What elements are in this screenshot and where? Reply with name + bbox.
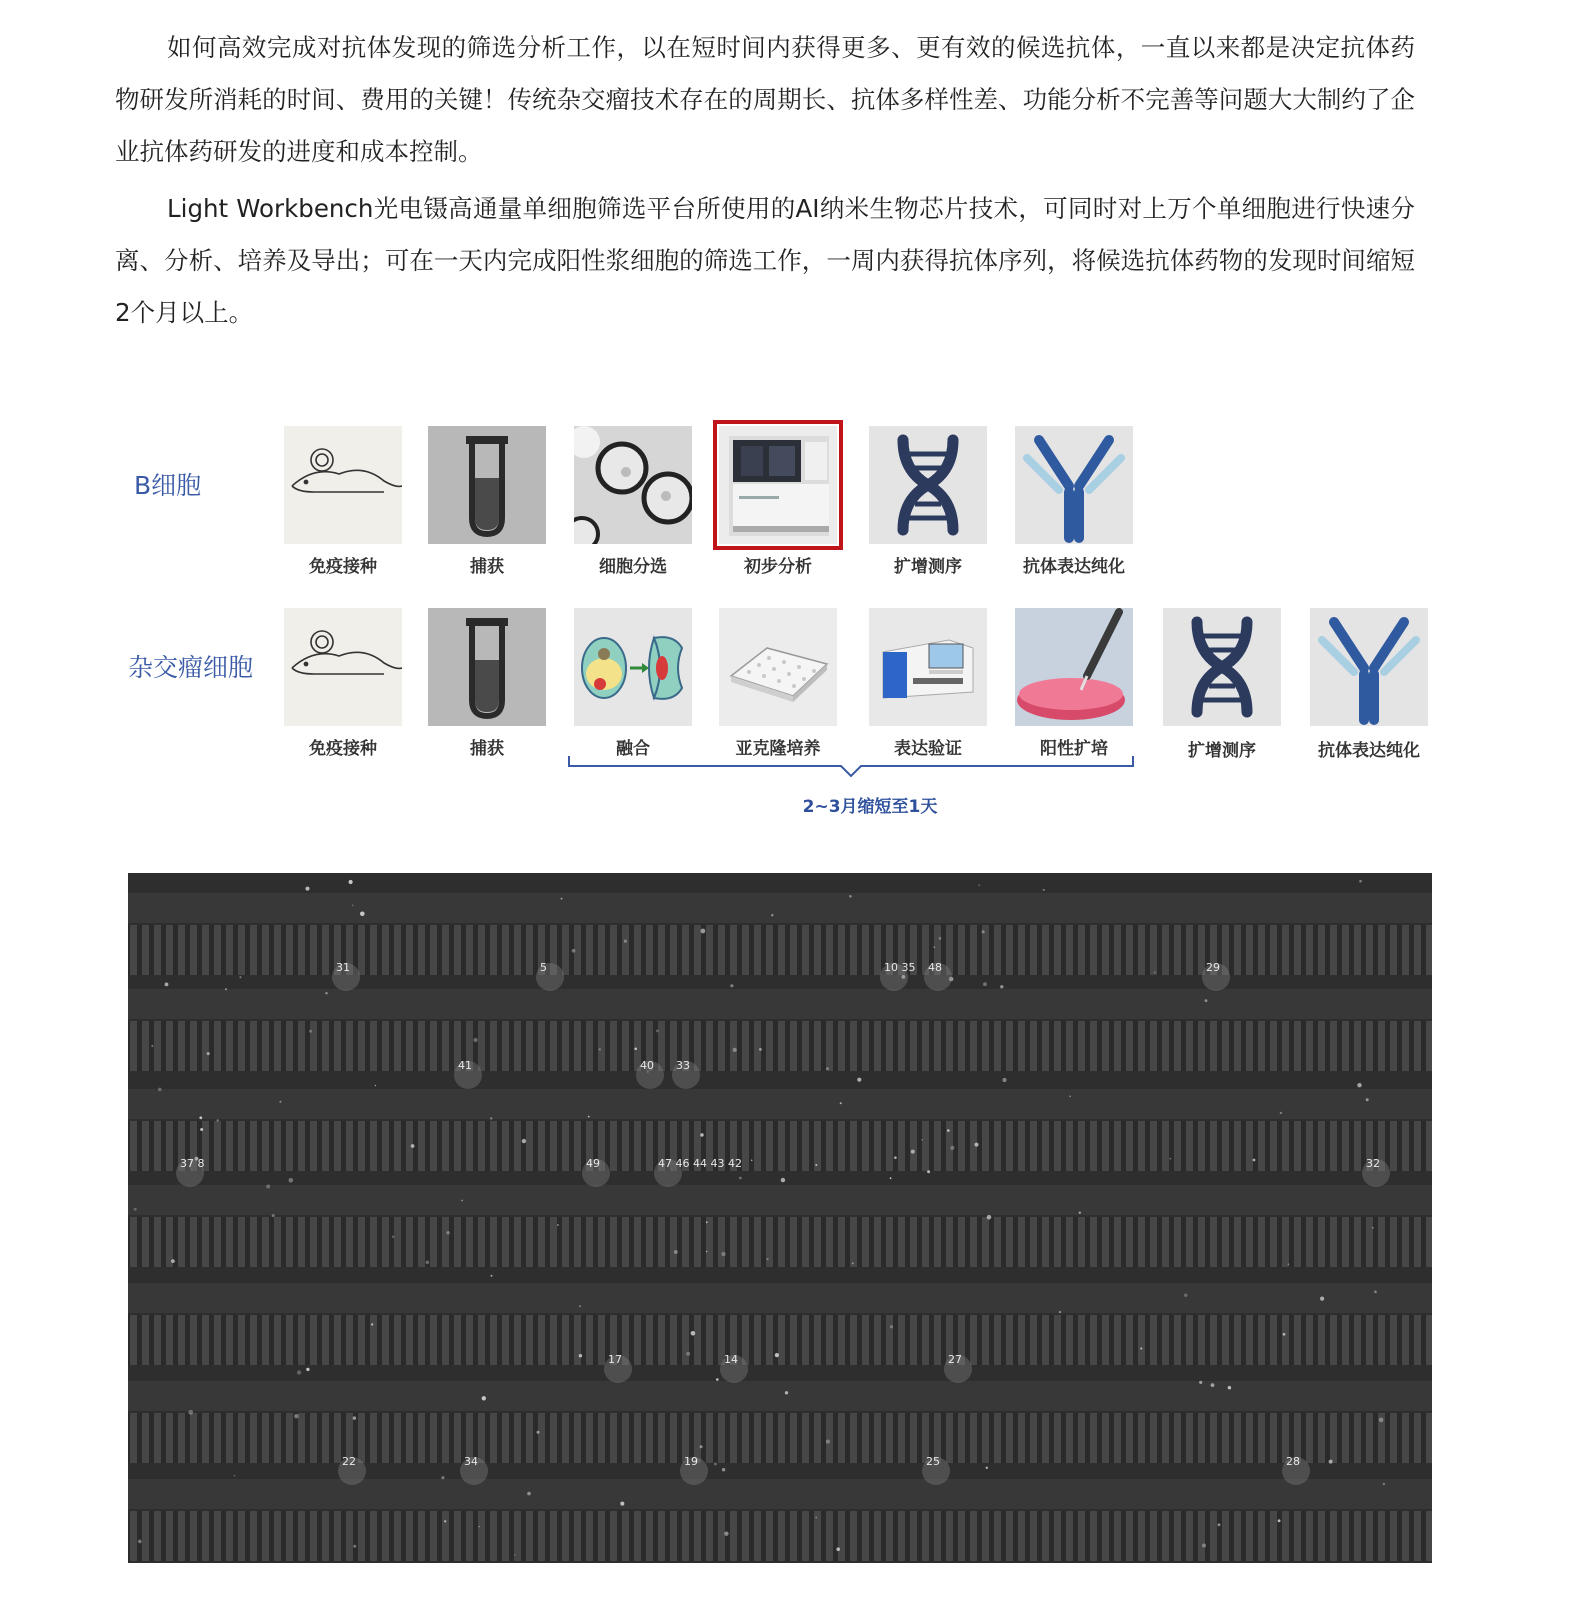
fluorescent-spot bbox=[815, 1164, 817, 1166]
fluorescent-spot bbox=[411, 1144, 415, 1148]
fluorescent-spot bbox=[840, 1102, 842, 1104]
fluorescent-spot bbox=[1283, 1333, 1286, 1336]
fluorescent-spot bbox=[306, 887, 310, 891]
fluorescent-spot bbox=[978, 884, 980, 886]
fluorescent-spot bbox=[1205, 999, 1208, 1002]
fluorescent-spot bbox=[1366, 1098, 1369, 1101]
step-capture: 捕获 bbox=[470, 557, 504, 577]
fluorescent-spot bbox=[1228, 1386, 1231, 1389]
fluorescent-spot bbox=[1170, 1158, 1172, 1160]
fluorescent-spot bbox=[890, 1177, 892, 1179]
fluorescent-spot bbox=[225, 988, 227, 990]
fluorescent-spot bbox=[572, 949, 576, 953]
fluorescent-spot bbox=[826, 1067, 829, 1070]
fluorescent-spot bbox=[272, 1214, 275, 1217]
fluorescent-spot bbox=[950, 1146, 954, 1150]
fluorescent-spot bbox=[234, 1475, 236, 1477]
fluorescent-spot bbox=[700, 1445, 703, 1448]
fluorescent-spot bbox=[579, 1354, 582, 1357]
fluorescent-spot bbox=[522, 1139, 526, 1143]
fluorescent-spot bbox=[491, 1275, 493, 1277]
cell-id-label: 10 35 bbox=[884, 961, 916, 974]
fluorescent-spot bbox=[217, 1119, 219, 1121]
fluorescent-spot bbox=[478, 1526, 480, 1528]
fluorescent-spot bbox=[353, 1545, 356, 1548]
fluorescent-spot bbox=[294, 1414, 298, 1418]
antibody-icon bbox=[1015, 426, 1133, 544]
fluorescent-spot bbox=[279, 1101, 281, 1103]
fluorescent-spot bbox=[579, 1305, 581, 1307]
chip-flow-channel bbox=[128, 989, 1432, 1019]
fluorescent-spot bbox=[771, 914, 773, 916]
fluorescent-spot bbox=[138, 1540, 142, 1544]
fluorescent-spot bbox=[1002, 1078, 1006, 1082]
fluorescent-spot bbox=[721, 1252, 725, 1256]
fluorescent-spot bbox=[620, 1502, 624, 1506]
fluorescent-spot bbox=[775, 1353, 779, 1357]
fluorescent-spot bbox=[444, 1520, 446, 1522]
step-amplification-sequencing: 扩增测序 bbox=[1188, 741, 1256, 761]
fluorescent-spot bbox=[266, 1185, 270, 1189]
chip-channel-row bbox=[128, 925, 1432, 975]
cell-id-label: 19 bbox=[684, 1455, 698, 1468]
fluorescent-spot bbox=[309, 1030, 312, 1033]
cell-id-label: 27 bbox=[948, 1353, 962, 1366]
intro-text bbox=[115, 22, 1415, 344]
fluorescent-spot bbox=[706, 1251, 708, 1253]
fluorescent-spot bbox=[921, 1139, 923, 1141]
fluorescent-spot bbox=[371, 1323, 373, 1325]
fluorescent-spot bbox=[349, 880, 353, 884]
fluorescent-spot bbox=[759, 1048, 762, 1051]
fluorescent-spot bbox=[933, 946, 935, 948]
petri-dish-image bbox=[1015, 608, 1133, 726]
fluorescent-spot bbox=[134, 1208, 137, 1211]
step-antibody-expression: 抗体表达纯化 bbox=[1318, 741, 1420, 761]
fluorescent-spot bbox=[325, 992, 327, 994]
fluorescent-spot bbox=[730, 984, 733, 987]
fluorescent-spot bbox=[158, 1088, 162, 1092]
fluorescent-spot bbox=[306, 1368, 309, 1371]
fluorescent-spot bbox=[785, 1391, 788, 1394]
fluorescent-spot bbox=[1372, 1227, 1374, 1229]
fluorescent-spot bbox=[975, 1143, 979, 1147]
fluorescent-spot bbox=[849, 895, 852, 898]
cell-fusion-icon bbox=[574, 608, 692, 726]
fluorescent-spot bbox=[151, 1045, 153, 1047]
fluorescent-spot bbox=[982, 930, 985, 933]
time-span-label: 2~3月缩短至1天 bbox=[802, 797, 938, 817]
fluorescent-spot bbox=[1379, 1418, 1384, 1423]
fluorescent-spot bbox=[691, 1331, 696, 1336]
fluorescent-spot bbox=[700, 1133, 703, 1136]
dna-icon bbox=[1163, 608, 1281, 726]
fluorescent-spot bbox=[1329, 1460, 1333, 1464]
cell-id-label: 40 bbox=[640, 1059, 654, 1072]
step-preliminary-analysis: 初步分析 bbox=[744, 557, 812, 577]
fluorescent-spot bbox=[1059, 1311, 1061, 1313]
cell-id-label: 34 bbox=[464, 1455, 478, 1468]
fluorescent-spot bbox=[1154, 971, 1156, 973]
fluorescent-spot bbox=[200, 1128, 203, 1131]
fluorescent-spot bbox=[199, 1116, 202, 1119]
fluorescent-spot bbox=[1253, 1159, 1256, 1162]
fluorescent-spot bbox=[939, 937, 942, 940]
mouse-icon bbox=[284, 608, 402, 726]
chip-flow-channel bbox=[128, 1381, 1432, 1411]
fluorescent-spot bbox=[767, 1258, 769, 1260]
test-tube-icon bbox=[428, 608, 546, 726]
fluorescent-spot bbox=[983, 982, 987, 986]
fluorescent-spot bbox=[165, 983, 169, 987]
cell-id-label: 31 bbox=[336, 961, 350, 974]
fluorescent-spot bbox=[890, 1325, 893, 1328]
fluorescent-spot bbox=[826, 1440, 830, 1444]
cell-id-label: 25 bbox=[926, 1455, 940, 1468]
cell-id-label: 22 bbox=[342, 1455, 356, 1468]
step-subclone-culture: 亚克隆培养 bbox=[735, 739, 821, 759]
step-cell-sorting: 细胞分选 bbox=[599, 557, 667, 577]
cell-id-label: 28 bbox=[1286, 1455, 1300, 1468]
chip-flow-channel bbox=[128, 1479, 1432, 1509]
fluorescent-spot bbox=[701, 929, 706, 934]
fluorescent-spot bbox=[1218, 1523, 1221, 1526]
fluorescent-spot bbox=[207, 1052, 210, 1055]
fluorescent-spot bbox=[1288, 1263, 1290, 1265]
chip-flow-channel bbox=[128, 1283, 1432, 1313]
fluorescent-spot bbox=[527, 1492, 531, 1496]
fluorescent-spot bbox=[482, 1396, 486, 1400]
chip-micrograph bbox=[128, 873, 1432, 1563]
step-positive-expansion: 阳性扩培 bbox=[1040, 739, 1108, 759]
fluorescent-spot bbox=[1202, 1544, 1206, 1548]
dna-icon bbox=[869, 426, 987, 544]
fluorescent-spot bbox=[624, 940, 627, 943]
fluorescent-spot bbox=[297, 1370, 301, 1374]
fluorescent-spot bbox=[441, 1476, 444, 1479]
fluorescent-spot bbox=[986, 1467, 988, 1469]
chip-channel-row bbox=[128, 1315, 1432, 1365]
test-tube-icon bbox=[428, 426, 546, 544]
chip-channel-row bbox=[128, 1217, 1432, 1267]
cell-id-label: 33 bbox=[676, 1059, 690, 1072]
fluorescent-spot bbox=[716, 1378, 719, 1381]
fluorescent-spot bbox=[733, 1048, 737, 1052]
step-immunization: 免疫接种 bbox=[309, 557, 377, 577]
step-antibody-expression: 抗体表达纯化 bbox=[1023, 557, 1125, 577]
cell-id-label: 49 bbox=[586, 1157, 600, 1170]
plate-reader-icon bbox=[869, 608, 987, 726]
fluorescent-spot bbox=[537, 1431, 540, 1434]
well-plate-icon bbox=[719, 608, 837, 726]
fluorescent-spot bbox=[239, 976, 241, 978]
fluorescent-spot bbox=[722, 1468, 725, 1471]
cell-id-label: 32 bbox=[1366, 1157, 1380, 1170]
fluorescent-spot bbox=[289, 1178, 294, 1183]
intro-paragraph-2: Light Workbench光电镊高通量单细胞筛选平台所使用的AI纳米生物芯片技术，可同时对上万个单细胞进行快速分离、分析、培养及导出；可在一天内完成阳性浆细胞的筛选工作，一周内获得抗体序列，将候选抗体药物的发现时间缩短2个月以上。 bbox=[115, 194, 1415, 327]
fluorescent-spot bbox=[894, 1156, 897, 1159]
fluorescent-spot bbox=[1359, 880, 1362, 883]
fluorescent-spot bbox=[1374, 1291, 1377, 1294]
fluorescent-spot bbox=[815, 1517, 817, 1519]
cell-id-label: 17 bbox=[608, 1353, 622, 1366]
fluorescent-spot bbox=[353, 1416, 356, 1419]
step-amplification-sequencing: 扩增测序 bbox=[894, 557, 962, 577]
fluorescent-spot bbox=[852, 1262, 854, 1264]
fluorescent-spot bbox=[836, 1547, 840, 1551]
cell-id-label: 41 bbox=[458, 1059, 472, 1072]
fluorescent-spot bbox=[706, 1221, 708, 1223]
fluorescent-spot bbox=[1278, 1519, 1281, 1522]
step-expression-verification: 表达验证 bbox=[894, 739, 962, 759]
fluorescent-spot bbox=[927, 1170, 930, 1173]
cell-id-label: 14 bbox=[724, 1353, 738, 1366]
fluorescent-spot bbox=[857, 1078, 861, 1082]
fluorescent-spot bbox=[1140, 1347, 1142, 1349]
fluorescent-spot bbox=[674, 1250, 678, 1254]
fluorescent-spot bbox=[352, 904, 354, 906]
cell-id-label: 47 46 44 43 42 bbox=[658, 1157, 742, 1170]
fluorescent-spot bbox=[446, 1231, 449, 1234]
fluorescent-spot bbox=[171, 1259, 175, 1263]
fluorescent-spot bbox=[987, 1215, 992, 1220]
chip-flow-channel bbox=[128, 893, 1432, 923]
fluorescent-spot bbox=[599, 1048, 601, 1050]
fluorescent-spot bbox=[1199, 1381, 1202, 1384]
fluorescent-spot bbox=[947, 1129, 950, 1132]
fluorescent-spot bbox=[724, 1532, 728, 1536]
intro-paragraph-1: 如何高效完成对抗体发现的筛选分析工作，以在短时间内获得更多、更有效的候选抗体，一直以来都是决定抗体药物研发所消耗的时间、费用的关键！传统杂交瘤技术存在的周期长、抗体多样性差、功能分析不完善等问题大大制约了企业抗体药研发的进度和成本控制。 bbox=[115, 33, 1415, 166]
step-immunization: 免疫接种 bbox=[309, 739, 377, 759]
fluorescent-spot bbox=[1043, 889, 1045, 891]
fluorescent-spot bbox=[751, 1160, 753, 1162]
fluorescent-spot bbox=[426, 1261, 430, 1265]
step-capture: 捕获 bbox=[470, 739, 504, 759]
fluorescent-spot bbox=[781, 1178, 785, 1182]
step-fusion: 融合 bbox=[616, 739, 650, 759]
fluorescent-spot bbox=[911, 1150, 915, 1154]
fluorescent-spot bbox=[1320, 1297, 1324, 1301]
fluorescent-spot bbox=[375, 1085, 377, 1087]
fluorescent-spot bbox=[739, 1177, 742, 1180]
chip-flow-channel bbox=[128, 1185, 1432, 1215]
cell-sorting-image bbox=[574, 426, 692, 544]
row-label-hybridoma: 杂交瘤细胞 bbox=[128, 653, 254, 682]
chip-channel-row bbox=[128, 1413, 1432, 1463]
fluorescent-spot bbox=[714, 1463, 717, 1466]
fluorescent-spot bbox=[557, 1224, 559, 1226]
fluorescent-spot bbox=[1184, 1294, 1187, 1297]
fluorescent-spot bbox=[461, 1200, 463, 1202]
fluorescent-spot bbox=[1211, 1383, 1215, 1387]
fluorescent-spot bbox=[686, 1352, 690, 1356]
fluorescent-spot bbox=[474, 1038, 478, 1042]
antibody-icon bbox=[1310, 608, 1428, 726]
fluorescent-spot bbox=[1383, 1483, 1385, 1485]
cell-id-label: 5 bbox=[540, 961, 547, 974]
chip-flow-channel bbox=[128, 1089, 1432, 1119]
fluorescent-spot bbox=[1357, 1083, 1361, 1087]
fluorescent-spot bbox=[1280, 1112, 1282, 1114]
fluorescent-spot bbox=[514, 1554, 516, 1556]
cell-id-label: 37 8 bbox=[180, 1157, 205, 1170]
cell-id-label: 29 bbox=[1206, 961, 1220, 974]
chip-channel-row bbox=[128, 1511, 1432, 1561]
fluorescent-spot bbox=[490, 1117, 493, 1120]
fluorescent-spot bbox=[588, 1116, 590, 1118]
cell-id-label: 48 bbox=[928, 961, 942, 974]
fluorescent-spot bbox=[392, 1235, 395, 1238]
fluorescent-spot bbox=[1079, 1212, 1081, 1214]
chip-micrograph-svg bbox=[128, 873, 1432, 1563]
row-label-b-cell: B细胞 bbox=[134, 471, 202, 500]
time-span-brace bbox=[567, 756, 1135, 796]
fluorescent-spot bbox=[634, 1048, 637, 1051]
mouse-icon bbox=[284, 426, 402, 544]
fluorescent-spot bbox=[188, 1410, 193, 1415]
fluorescent-spot bbox=[1000, 985, 1003, 988]
chip-channel-row bbox=[128, 1021, 1432, 1071]
chip-channel-row bbox=[128, 1121, 1432, 1171]
instrument-image bbox=[719, 426, 837, 544]
fluorescent-spot bbox=[360, 912, 365, 917]
fluorescent-spot bbox=[561, 898, 563, 900]
fluorescent-spot bbox=[656, 1030, 659, 1033]
fluorescent-spot bbox=[1069, 1096, 1071, 1098]
